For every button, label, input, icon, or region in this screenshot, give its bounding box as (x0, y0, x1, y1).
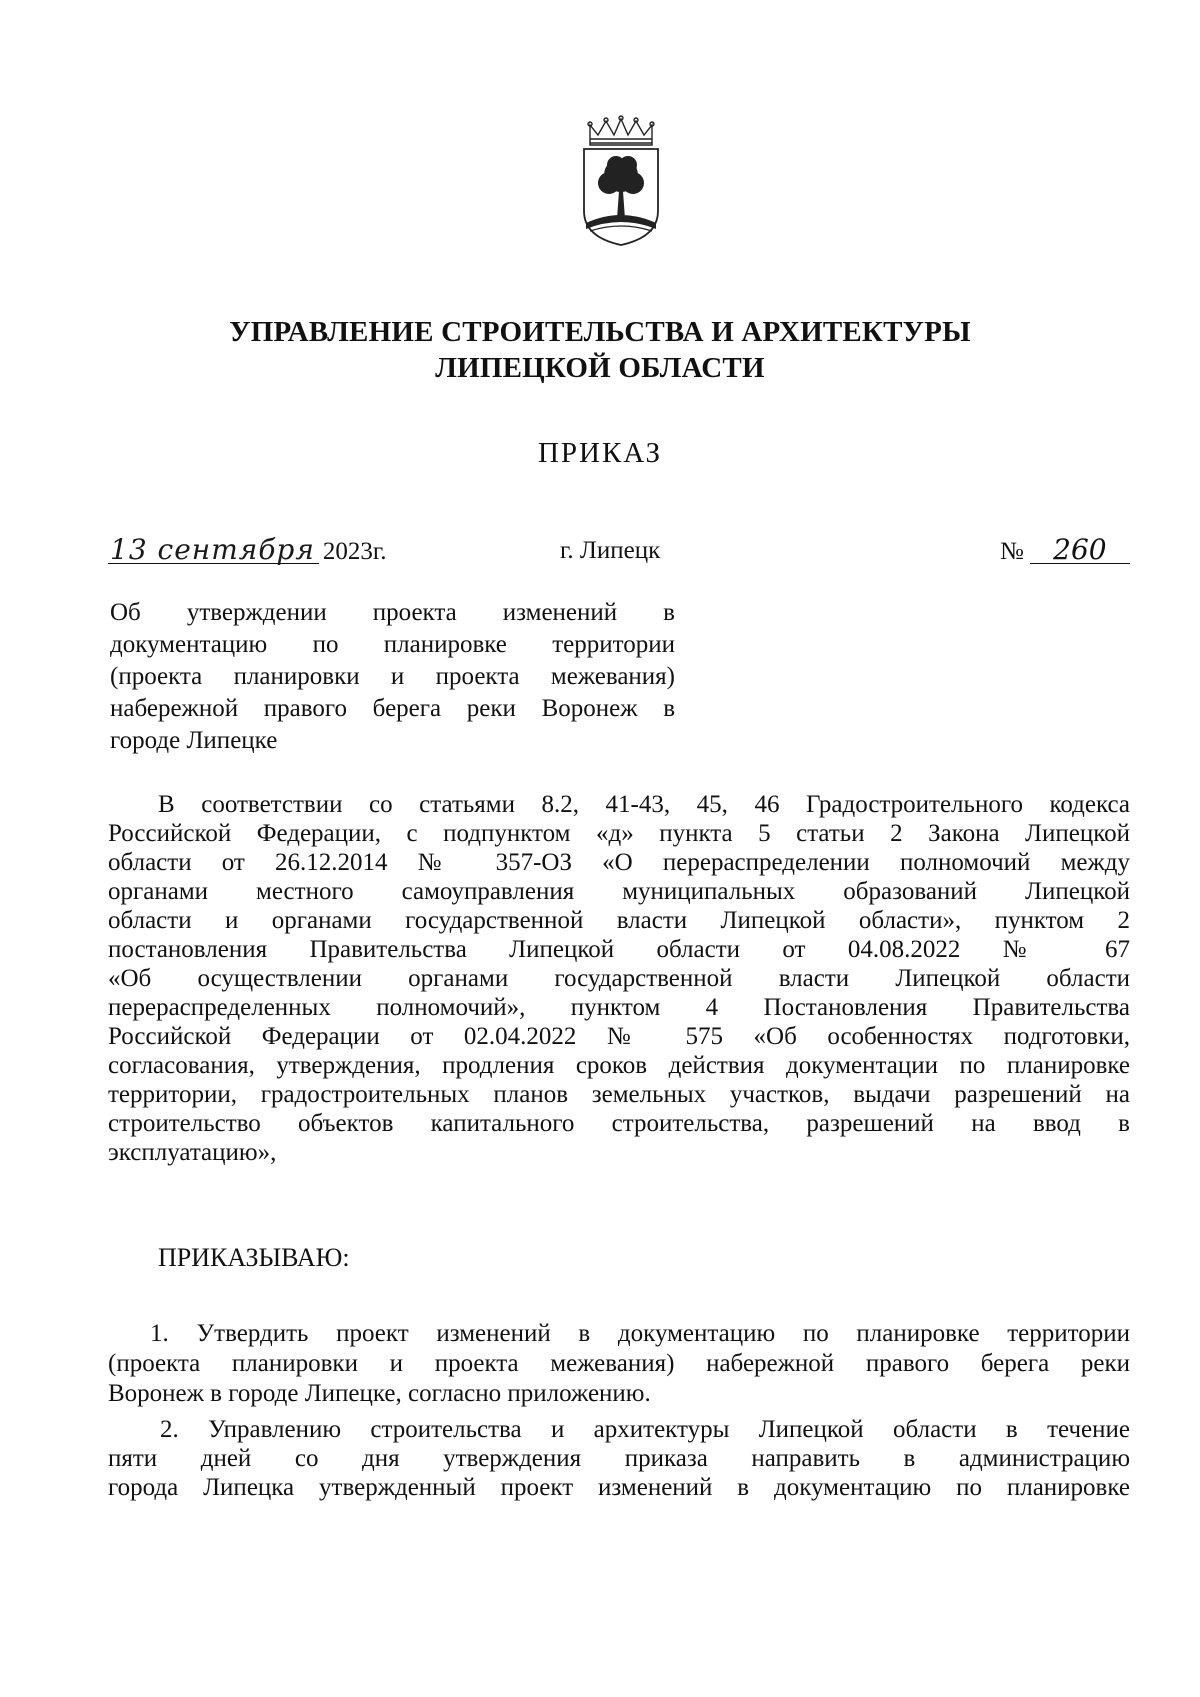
subject-line: набережной правого берега реки Воронеж в (110, 695, 675, 722)
document-subject (110, 597, 675, 757)
preamble-line: Российской Федерации от 02.04.2022 № 575 «Об особенностях подготовки, (108, 1023, 1130, 1050)
document-city: г. Липецк (560, 537, 661, 564)
subject-line: (проекта планировки и проекта межевания) (110, 663, 675, 690)
preamble-line: В соответствии со статьями 8.2, 41-43, 45, 46 Градостроительного кодекса (158, 791, 1130, 818)
preamble-line: постановления Правительства Липецкой области от 04.08.2022 № 67 (108, 936, 1130, 963)
preamble-line: органами местного самоуправления муниципальных образований Липецкой (108, 878, 1130, 905)
item-2-line: 2. Управлению строительства и архитектуры Липецкой области в течение (160, 1416, 1130, 1443)
lipetsk-coat-of-arms-icon (576, 115, 666, 249)
subject-line: городе Липецке (110, 727, 278, 754)
preamble-line: «Об осуществлении органами государственной власти Липецкой области (108, 965, 1130, 992)
preamble-line: перераспределенных полномочий», пунктом 4 Постановления Правительства (108, 994, 1130, 1021)
preamble-line: территории, градостроительных планов земельных участков, выдачи разрешений на (108, 1081, 1130, 1108)
preamble-line: Российской Федерации, с подпунктом «д» пункта 5 статьи 2 Закона Липецкой (108, 820, 1130, 847)
item-1-line: Воронеж в городе Липецке, согласно приложению. (108, 1380, 651, 1407)
document-date (108, 533, 387, 566)
subject-line: Об утверждении проекта изменений в (110, 599, 675, 626)
document-year: 2023г. (322, 538, 387, 565)
number-label: № (1000, 538, 1024, 565)
preamble-line: строительство объектов капитального строительства, разрешений на ввод в (108, 1110, 1130, 1137)
subject-line: документацию по планировке территории (110, 631, 675, 658)
preamble-line: согласования, утверждения, продления сроков действия документации по планировке (108, 1052, 1130, 1079)
item-2-line: пяти дней со дня утверждения приказа направить в администрацию (108, 1445, 1130, 1472)
item-2-paragraph (108, 1415, 1130, 1502)
organization-name-line-1: УПРАВЛЕНИЕ СТРОИТЕЛЬСТВА И АРХИТЕКТУРЫ (229, 316, 971, 348)
preamble-line: эксплуатацию», (108, 1139, 277, 1166)
handwritten-date: 13 сентября (108, 537, 319, 564)
document-type-title: ПРИКАЗ (537, 437, 663, 469)
organization-name-line-2: ЛИПЕЦКОЙ ОБЛАСТИ (435, 352, 765, 384)
preamble-line: области от 26.12.2014 № 357-ОЗ «О перераспределении полномочий между (108, 849, 1130, 876)
item-1-paragraph (108, 1319, 1130, 1409)
preamble-paragraph (108, 790, 1130, 1167)
document-number (1000, 533, 1130, 566)
item-1-line: (проекта планировки и проекта межевания) набережной правого берега реки (108, 1350, 1130, 1377)
handwritten-number: 260 (1030, 537, 1130, 564)
item-2-line: города Липецка утвержденный проект изменений в документацию по планировке (108, 1474, 1130, 1501)
item-1-line: 1. Утвердить проект изменений в документацию по планировке территории (150, 1320, 1130, 1347)
order-word: ПРИКАЗЫВАЮ: (158, 1243, 350, 1272)
preamble-line: области и органами государственной власти Липецкой области», пунктом 2 (108, 907, 1130, 934)
